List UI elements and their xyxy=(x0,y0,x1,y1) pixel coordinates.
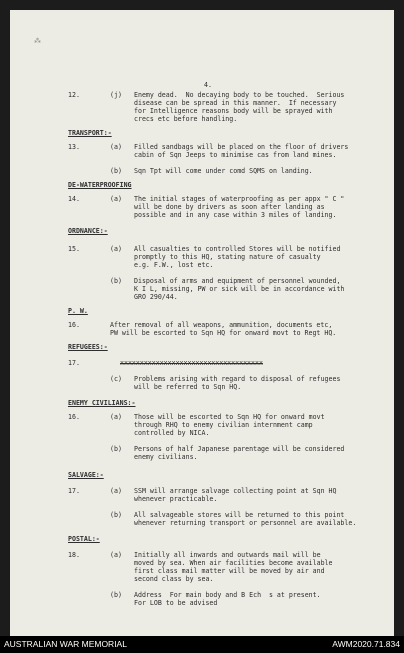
item-sub: (c) xyxy=(110,375,122,383)
item-line: for Intelligence reasons body will be sprayed with xyxy=(134,107,333,115)
item-line: All casualties to controlled Stores will be notified xyxy=(134,245,341,253)
item-line: will be done by drivers as soon after landing as xyxy=(134,203,325,211)
item-line: Disposal of arms and equipment of personnel wounded, xyxy=(134,277,341,285)
item-sub: (b) xyxy=(110,511,122,519)
item-sub: (b) xyxy=(110,445,122,453)
item-line: SSM will arrange salvage collecting point at Sqn HQ xyxy=(134,487,337,495)
heading-refugees: REFUGEES:- xyxy=(68,343,108,351)
item-line: Address For main body and B Ech s at present. xyxy=(134,591,321,599)
item-line: After removal of all weapons, ammunition, documents etc, xyxy=(110,321,333,329)
heading-dewaterproofing: DE-WATERPROOFING xyxy=(68,181,132,189)
item-sub: (b) xyxy=(110,277,122,285)
item-number: 12. xyxy=(68,91,80,99)
item-line: PW will be escorted to Sqn HQ for onward movt to Regt HQ. xyxy=(110,329,337,337)
item-number: 16. xyxy=(68,321,80,329)
heading-salvage: SALVAGE:- xyxy=(68,471,104,479)
item-sub: (a) xyxy=(110,245,122,253)
item-sub: (a) xyxy=(110,487,122,495)
item-number: 15. xyxy=(68,245,80,253)
item-line: controlled by NICA. xyxy=(134,429,210,437)
item-line: K I L, missing, PW or sick will be in accordance with xyxy=(134,285,345,293)
item-number: 17. xyxy=(68,359,80,367)
item-sub: (b) xyxy=(110,167,122,175)
item-number: 17. xyxy=(68,487,80,495)
heading-enemy-civilians: ENEMY CIVILIANS:- xyxy=(68,399,136,407)
item-line: Sqn Tpt will come under comd SQMS on landing. xyxy=(134,167,313,175)
item-line: crecs etc before handling. xyxy=(134,115,238,123)
document-page xyxy=(10,10,394,636)
item-line: Filled sandbags will be placed on the floor of drivers xyxy=(134,143,349,151)
item-line: All salvageable stores will be returned to this point xyxy=(134,511,345,519)
item-line: The initial stages of waterproofing as per appx " C " xyxy=(134,195,345,203)
item-line: disease can be spread in this manner. If necessary xyxy=(134,99,337,107)
item-number: 13. xyxy=(68,143,80,151)
item-line: through RHQ to enemy civilian internment camp xyxy=(134,421,313,429)
item-line: promptly to this HQ, stating nature of casualty xyxy=(134,253,321,261)
item-line: whenever returning transport or personnel are available. xyxy=(134,519,357,527)
heading-transport: TRANSPORT:- xyxy=(68,129,112,137)
item-line: Initially all inwards and outwards mail will be xyxy=(134,551,321,559)
punch-mark: ⁂ xyxy=(34,38,41,45)
archive-footer xyxy=(0,636,404,653)
item-number: 16. xyxy=(68,413,80,421)
page-number: 4. xyxy=(204,81,212,89)
heading-pw: P. W. xyxy=(68,307,88,315)
item-number: 18. xyxy=(68,551,80,559)
item-line: first class mail matter will be moved by air and xyxy=(134,567,325,575)
item-sub: (a) xyxy=(110,195,122,203)
footer-institution: AUSTRALIAN WAR MEMORIAL xyxy=(4,639,127,649)
item-line: enemy civilians. xyxy=(134,453,198,461)
item-line: will be referred to Sqn HQ. xyxy=(134,383,242,391)
item-line: Those will be escorted to Sqn HQ for onward movt xyxy=(134,413,325,421)
heading-ordnance: ORDNANCE:- xyxy=(68,227,108,235)
item-line: GRO 290/44. xyxy=(134,293,178,301)
item-line: Enemy dead. No decaying body to be touched. Serious xyxy=(134,91,345,99)
struck-line: xxxxxxxxxxxxxxxxxxxxxxxxxxxxxxxxxxxx xyxy=(120,359,263,367)
item-line: possible and in any case within 3 miles of landing. xyxy=(134,211,337,219)
item-sub: (a) xyxy=(110,551,122,559)
item-line: second class by sea. xyxy=(134,575,214,583)
item-sub: (b) xyxy=(110,591,122,599)
item-line: e.g. F.W., lost etc. xyxy=(134,261,214,269)
item-number: 14. xyxy=(68,195,80,203)
item-line: whenever practicable. xyxy=(134,495,218,503)
heading-postal: POSTAL:- xyxy=(68,535,100,543)
item-sub: (a) xyxy=(110,413,122,421)
item-line: For LOB to be advised xyxy=(134,599,218,607)
footer-catalogue-id: AWM2020.71.834 xyxy=(332,639,400,649)
item-line: Persons of half Japanese parentage will be considered xyxy=(134,445,345,453)
item-sub: (j) xyxy=(110,91,122,99)
item-line: Problems arising with regard to disposal of refugees xyxy=(134,375,341,383)
item-line: cabin of Sqn Jeeps to minimise cas from land mines. xyxy=(134,151,337,159)
item-sub: (a) xyxy=(110,143,122,151)
item-line: moved by sea. When air facilities become available xyxy=(134,559,333,567)
